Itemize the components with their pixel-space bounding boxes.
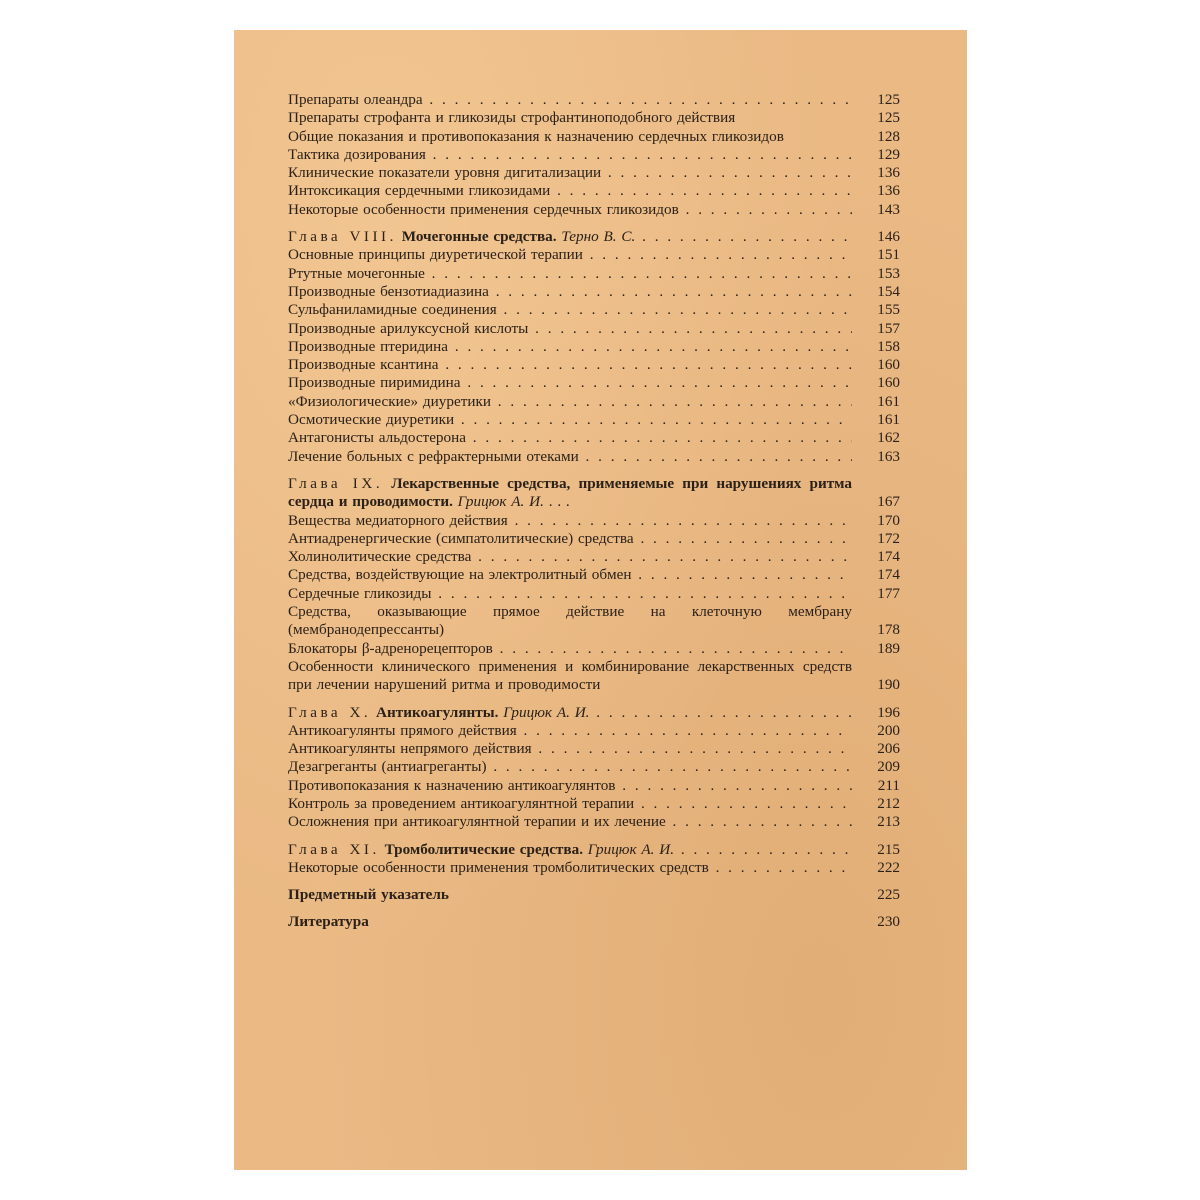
toc-entry [288,283,900,301]
toc-entry-page: 125 [877,91,900,108]
toc-entry [288,512,900,530]
toc-entry-title: Ртутные мочегонные . . [288,265,852,283]
toc-entry-page: 200 [877,721,900,739]
toc-entry-title: Производные птеридина . . [288,338,852,356]
chapter-number: Глава X. [288,703,372,721]
toc-entry-page: 167 [877,493,900,511]
toc-entry-page: 211 [877,776,900,794]
toc-entry-page: 146 [877,228,900,246]
toc-entry-page: 174 [877,548,900,566]
toc-entry [288,548,900,566]
toc-entry [288,265,900,283]
toc-entry-title: Осложнения при антикоагулянтной терапии и их лечение . . [288,813,852,831]
toc-entry [288,146,900,164]
toc-entry-title: Противопоказания к назначению антикоагулянтов . . [288,777,852,795]
toc-entry [288,91,900,109]
toc-entry [288,813,900,831]
toc-entry-page: 172 [877,529,900,547]
toc-entry-title: Препараты олеандра . . [288,91,852,109]
toc-entry-page: 225 [877,886,900,904]
toc-entry-title: Лечение больных с рефрактерными отеками . . [288,448,852,466]
toc-entry-page: 157 [877,319,900,337]
toc-entry [288,530,900,548]
toc-entry-title: Производные арилуксусной кислоты . . [288,320,852,338]
chapter-author: Грицюк А. И. [457,493,544,511]
toc-entry [288,758,900,776]
toc-entry [288,429,900,447]
toc-entry-title: Холинолитические средства . . [288,548,852,566]
toc-entry-title: Блокаторы β-адренорецепторов . . [288,640,852,658]
toc-literature [288,913,900,931]
toc-chapter-heading [288,841,900,859]
toc-entry [288,246,900,264]
toc-entry-title: Производные ксантина . . [288,356,852,374]
toc-entry [288,182,900,200]
toc-entry [288,393,900,411]
toc-entry [288,356,900,374]
toc-entry [288,411,900,429]
toc-entry-title: Общие показания и противопоказания к назначению сердечных гликозидов [288,127,784,145]
book-page [234,30,967,1170]
toc-entry-page: 125 [877,109,900,127]
table-of-contents [288,91,900,932]
toc-chapter-heading [288,704,900,722]
toc-entry-page: 178 [877,621,900,639]
toc-entry-title: Интоксикация сердечными гликозидами . . [288,182,852,200]
toc-entry-title: Дезагреганты (антиагреганты) . . [288,758,852,776]
toc-entry [288,740,900,758]
toc-entry-title: Антагонисты альдостерона . . [288,429,852,447]
toc-entry-title: Средства, оказывающие прямое действие на клеточную мембрану (мембранодепрессанты) [288,603,852,639]
toc-entry-page: 129 [877,145,900,163]
toc-entry [288,585,900,603]
chapter-author: Грицюк А. И. [587,840,675,858]
toc-entry [288,859,900,877]
chapter-number: Глава VIII. [288,228,397,246]
toc-entry-page: 177 [877,584,900,602]
toc-entry-page: 174 [877,566,900,584]
toc-entry [288,566,900,584]
toc-entry [288,320,900,338]
toc-entry-page: 158 [877,337,900,355]
toc-entry-page: 190 [877,676,900,694]
toc-entry-page: 161 [877,411,900,429]
chapter-number: Глава IX. [288,474,384,492]
toc-entry-title: Тактика дозирования . . [288,146,852,164]
toc-entry-page: 153 [877,264,900,282]
toc-entry-title: Препараты строфанта и гликозиды строфантиноподобного действия [288,109,736,127]
toc-entry [288,658,900,695]
toc-entry-title: Сульфаниламидные соединения . . [288,301,852,319]
toc-chapter-heading [288,228,900,246]
toc-entry-title: Контроль за проведением антикоагулянтной терапии . . [288,795,852,813]
toc-entry-page: 160 [877,356,900,374]
toc-entry-page: 206 [877,740,900,758]
toc-entry-page: 209 [877,758,900,776]
toc-entry [288,795,900,813]
toc-entry-title: Особенности клинического применения и комбинирование лекарственных средств при лечении нарушений ритма и проводимости [288,657,852,694]
toc-entry [288,777,900,795]
chapter-title: Антикоагулянты. [376,703,499,721]
toc-entry-title: Предметный указатель [288,886,449,904]
toc-entry-title: Антикоагулянты непрямого действия . . [288,740,852,758]
toc-entry-page: 215 [877,840,900,858]
toc-entry-page: 160 [877,374,900,392]
toc-entry [288,301,900,319]
chapter-title: Тромболитические средства. [384,840,583,858]
toc-entry-title: Основные принципы диуретической терапии . . [288,246,852,264]
toc-entry-title: Производные пиримидина . . [288,374,852,392]
toc-entry-title: Клинические показатели уровня дигитализации . . [288,164,852,182]
toc-entry [288,374,900,392]
toc-entry-title: Вещества медиаторного действия . . [288,512,852,530]
toc-entry [288,448,900,466]
toc-entry-title: «Физиологические» диуретики . . [288,393,852,411]
toc-entry [288,109,900,127]
toc-entry-title: Антикоагулянты прямого действия . . [288,722,852,740]
toc-entry-title: Некоторые особенности применения сердечных гликозидов . . [288,201,852,219]
toc-entry-page: 230 [877,913,900,931]
toc-entry [288,201,900,219]
toc-entry [288,640,900,658]
chapter-number: Глава XI. [288,840,380,858]
toc-entry-page: 136 [877,164,900,182]
toc-entry [288,128,900,146]
chapter-author: Терно В. С. [561,228,636,246]
toc-entry [288,722,900,740]
toc-entry-page: 189 [877,639,900,657]
toc-entry-page: 222 [877,858,900,876]
toc-entry-page: 151 [877,246,900,264]
toc-entry-page: 212 [877,794,900,812]
toc-entry-title: Литература [288,913,369,931]
toc-entry [288,164,900,182]
toc-entry-page: 128 [877,127,900,145]
toc-entry-page: 213 [877,813,900,831]
toc-entry-page: 162 [877,429,900,447]
toc-entry-page: 143 [877,200,900,218]
chapter-author: Грицюк А. И. [503,703,590,721]
toc-entry-page: 170 [877,511,900,529]
toc-entry-page: 161 [877,392,900,410]
chapter-title: Лекарственные средства, применяемые при нарушениях ритма сердца и проводимости. [288,474,852,511]
toc-entry-title: Некоторые особенности применения тромболитических средств . . [288,859,852,877]
toc-entry-page: 196 [877,703,900,721]
toc-entry-page: 136 [877,182,900,200]
toc-chapter-heading: Глава IX. Лекарственные средства, применяемые при нарушениях ритма сердца и проводимости. Грицюк А. И. . . . 167 [288,474,900,511]
toc-entry-title: Производные бензотиадиазина . . [288,283,852,301]
toc-entry-page: 163 [877,447,900,465]
toc-entry [288,338,900,356]
toc-entry-page: 155 [877,301,900,319]
toc-entry-title: Средства, воздействующие на электролитный обмен . . [288,566,852,584]
toc-entry [288,603,900,640]
toc-entry-page: 154 [877,282,900,300]
toc-entry-title: Осмотические диуретики . . [288,411,852,429]
toc-entry-title: Антиадренергические (симпатолитические) средства . . [288,530,852,548]
chapter-title: Мочегонные средства. [401,228,557,246]
toc-entry-title: Сердечные гликозиды . . [288,585,852,603]
toc-subject-index [288,886,900,904]
